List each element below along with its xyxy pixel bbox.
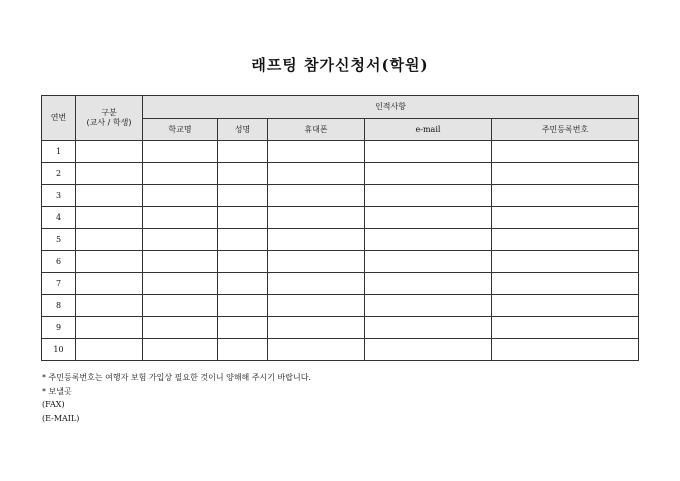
school-cell[interactable] bbox=[143, 163, 218, 185]
note-resident-number: * 주민등록번호는 여행자 보험 가입상 필요한 것이니 양해해 주시기 바랍니다. bbox=[42, 373, 311, 382]
name-cell[interactable] bbox=[218, 141, 268, 163]
row-number: 10 bbox=[42, 339, 76, 361]
table-row bbox=[42, 141, 639, 163]
school-cell[interactable] bbox=[143, 295, 218, 317]
email-cell[interactable] bbox=[365, 229, 492, 251]
table-row bbox=[42, 207, 639, 229]
header-email: e-mail bbox=[365, 119, 492, 141]
header-category-label: 구분 bbox=[101, 108, 117, 117]
table-row bbox=[42, 339, 639, 361]
phone-cell[interactable] bbox=[268, 317, 365, 339]
form-title: 래프팅 참가신청서(학원) bbox=[251, 56, 429, 74]
table-row bbox=[42, 163, 639, 185]
school-cell[interactable] bbox=[143, 317, 218, 339]
phone-cell[interactable] bbox=[268, 207, 365, 229]
header-personal-info: 인적사항 bbox=[143, 96, 639, 119]
school-cell[interactable] bbox=[143, 273, 218, 295]
phone-cell[interactable] bbox=[268, 229, 365, 251]
table-row bbox=[42, 229, 639, 251]
row-number: 5 bbox=[42, 229, 76, 251]
row-number: 6 bbox=[42, 251, 76, 273]
email-cell[interactable] bbox=[365, 207, 492, 229]
resident-number-cell[interactable] bbox=[492, 339, 639, 361]
phone-cell[interactable] bbox=[268, 295, 365, 317]
resident-number-cell[interactable] bbox=[492, 251, 639, 273]
resident-number-cell[interactable] bbox=[492, 141, 639, 163]
name-cell[interactable] bbox=[218, 273, 268, 295]
category-cell[interactable] bbox=[76, 339, 143, 361]
email-cell[interactable] bbox=[365, 251, 492, 273]
header-category bbox=[76, 96, 143, 141]
name-cell[interactable] bbox=[218, 251, 268, 273]
phone-cell[interactable] bbox=[268, 185, 365, 207]
table-row bbox=[42, 317, 639, 339]
row-number: 3 bbox=[42, 185, 76, 207]
email-cell[interactable] bbox=[365, 163, 492, 185]
note-fax: (FAX) bbox=[42, 400, 65, 409]
row-number: 8 bbox=[42, 295, 76, 317]
header-category-sub: (교사 / 학생) bbox=[86, 118, 132, 127]
email-cell[interactable] bbox=[365, 273, 492, 295]
name-cell[interactable] bbox=[218, 185, 268, 207]
school-cell[interactable] bbox=[143, 185, 218, 207]
row-number: 7 bbox=[42, 273, 76, 295]
resident-number-cell[interactable] bbox=[492, 207, 639, 229]
phone-cell[interactable] bbox=[268, 273, 365, 295]
category-cell[interactable] bbox=[76, 185, 143, 207]
email-cell[interactable] bbox=[365, 339, 492, 361]
phone-cell[interactable] bbox=[268, 163, 365, 185]
resident-number-cell[interactable] bbox=[492, 273, 639, 295]
row-number: 2 bbox=[42, 163, 76, 185]
category-cell[interactable] bbox=[76, 317, 143, 339]
resident-number-cell[interactable] bbox=[492, 163, 639, 185]
header-school: 학교명 bbox=[143, 119, 218, 141]
school-cell[interactable] bbox=[143, 251, 218, 273]
category-cell[interactable] bbox=[76, 273, 143, 295]
school-cell[interactable] bbox=[143, 207, 218, 229]
table-row bbox=[42, 295, 639, 317]
header-phone: 휴대폰 bbox=[268, 119, 365, 141]
row-number: 1 bbox=[42, 141, 76, 163]
resident-number-cell[interactable] bbox=[492, 185, 639, 207]
phone-cell[interactable] bbox=[268, 141, 365, 163]
resident-number-cell[interactable] bbox=[492, 295, 639, 317]
header-number: 연번 bbox=[42, 96, 76, 141]
category-cell[interactable] bbox=[76, 163, 143, 185]
name-cell[interactable] bbox=[218, 229, 268, 251]
name-cell[interactable] bbox=[218, 339, 268, 361]
table-row bbox=[42, 251, 639, 273]
email-cell[interactable] bbox=[365, 295, 492, 317]
category-cell[interactable] bbox=[76, 229, 143, 251]
table-row bbox=[42, 185, 639, 207]
email-cell[interactable] bbox=[365, 317, 492, 339]
phone-cell[interactable] bbox=[268, 339, 365, 361]
row-number: 4 bbox=[42, 207, 76, 229]
name-cell[interactable] bbox=[218, 207, 268, 229]
category-cell[interactable] bbox=[76, 207, 143, 229]
email-cell[interactable] bbox=[365, 141, 492, 163]
school-cell[interactable] bbox=[143, 141, 218, 163]
category-cell[interactable] bbox=[76, 251, 143, 273]
category-cell[interactable] bbox=[76, 141, 143, 163]
row-number: 9 bbox=[42, 317, 76, 339]
note-email: (E-MAIL) bbox=[42, 413, 80, 423]
name-cell[interactable] bbox=[218, 295, 268, 317]
school-cell[interactable] bbox=[143, 229, 218, 251]
resident-number-cell[interactable] bbox=[492, 317, 639, 339]
phone-cell[interactable] bbox=[268, 251, 365, 273]
header-resident-number: 주민등록번호 bbox=[492, 119, 639, 141]
resident-number-cell[interactable] bbox=[492, 229, 639, 251]
school-cell[interactable] bbox=[143, 339, 218, 361]
name-cell[interactable] bbox=[218, 317, 268, 339]
header-name: 성명 bbox=[218, 119, 268, 141]
table-row bbox=[42, 273, 639, 295]
name-cell[interactable] bbox=[218, 163, 268, 185]
email-cell[interactable] bbox=[365, 185, 492, 207]
notes bbox=[42, 371, 311, 425]
note-send-to: * 보낼곳 bbox=[42, 386, 72, 396]
application-table bbox=[41, 95, 639, 361]
category-cell[interactable] bbox=[76, 295, 143, 317]
